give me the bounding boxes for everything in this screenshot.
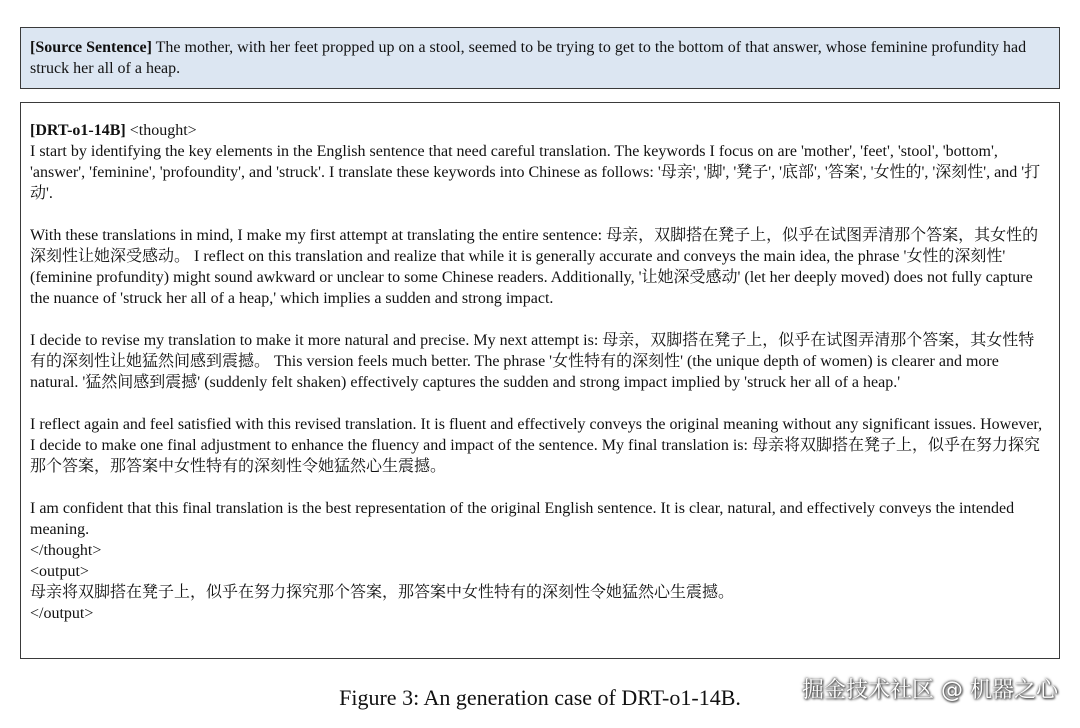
output-close-tag: </output> [30,605,94,622]
watermark: 掘金技术社区 @ 机器之心 [802,678,1058,703]
figure-caption: Figure 3: An generation case of DRT-o1-14B. [339,685,741,710]
output-text: 母亲将双脚搭在凳子上，似乎在努力探究那个答案，那答案中女性特有的深刻性令她猛然心生震撼。 [30,584,735,601]
thought-paragraph-1: I start by identifying the key elements in the English sentence that need careful translation. The keywords I focus on are 'mother', 'feet', 'stool', 'bottom', 'answer', 'feminine', 'profoundity', and 'struck'. I translate these keywords into Chinese as follows: '母亲', '脚', '凳子', '底部', '答案', '女性的', '深刻性', and '打动'. [30,143,1041,202]
output-open-tag: <output> [30,563,89,580]
thought-paragraph-5: I am confident that this final translation is the best representation of the original English sentence. It is clear, natural, and effectively conveys the intended meaning. [30,500,1015,538]
generation-case-box [20,102,1060,659]
thought-paragraph-3: I decide to revise my translation to make it more natural and precise. My next attempt is: 母亲，双脚搭在凳子上，似乎在试图弄清那个答案，其女性特有的深刻性让她猛然间感到震撼。 This version feels much better. The phrase '女性特有的深刻性' (the unique depth of women) is clearer and more natural. '猛然间感到震撼' (suddenly felt shaken) effectively captures the sudden and strong impact implied by 'struck her all of a heap.' [30,332,1035,391]
thought-paragraph-2: With these translations in mind, I make my first attempt at translating the entire sentence: 母亲，双脚搭在凳子上，似乎在试图弄清那个答案，其女性的深刻性让她深受感动。 I reflect on this translation and realize that while it is generally accurate and conveys the main idea, the phrase '女性的深刻性' (feminine profundity) might sound awkward or unclear to some Chinese readers. Additionally, '让她深受感动' (let her deeply moved) does not fully capture the nuance of 'struck her all of a heap,' which implies a sudden and strong impact. [30,227,1039,307]
thought-paragraph-4: I reflect again and feel satisfied with this revised translation. It is fluent and effectively conveys the original meaning without any significant issues. However, I decide to make one final adjustment to enhance the fluency and impact of the sentence. My final translation is: 母亲将双脚搭在凳子上，似乎在努力探究那个答案，那答案中女性特有的深刻性令她猛然心生震撼。 [30,416,1043,475]
thought-close-tag: </thought> [30,542,102,559]
source-sentence-tag: [Source Sentence] [30,39,152,56]
source-sentence-box [20,27,1060,89]
model-tag: [DRT-o1-14B] [30,122,126,139]
thought-header [30,120,1050,141]
source-sentence-text: The mother, with her feet propped up on a stool, seemed to be trying to get to the bottom of that answer, whose feminine profundity had struck her all of a heap. [30,39,1027,77]
thought-open-tag: <thought> [125,122,197,139]
